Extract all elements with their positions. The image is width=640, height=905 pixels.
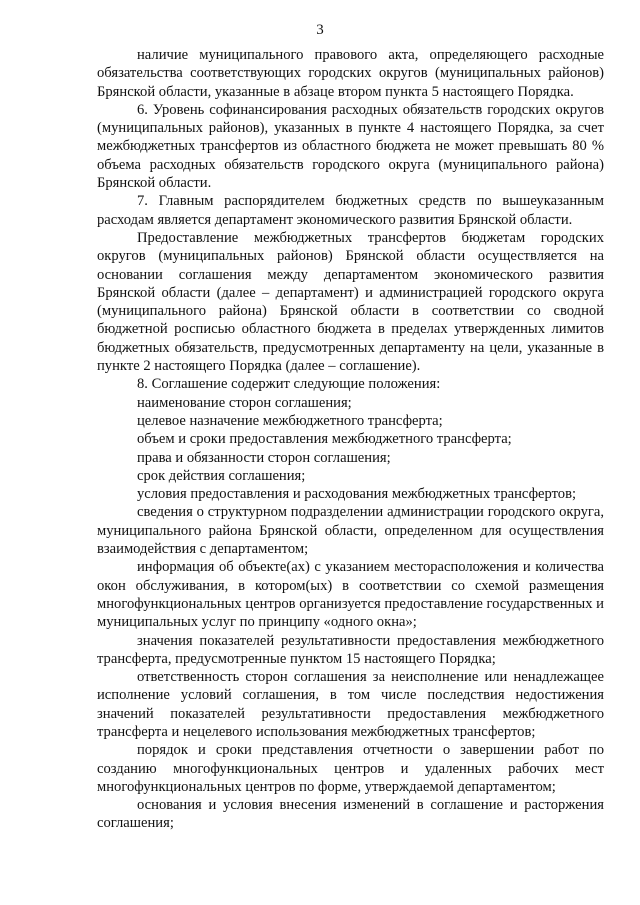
paragraph: целевое назначение межбюджетного трансферта; [137, 412, 443, 429]
paragraph: основания и условия внесения изменений в соглашение и расторжения соглашения; [97, 797, 604, 832]
paragraph: Предоставление межбюджетных трансфертов бюджетам городских округов (муниципальных районов) Брянской области осуществляется на основании соглашения между департаментом экономического развития Брянской области (далее – департамент) и администрацией городского округа (муниципального района) Брянской области в соответствии со сводной бюджетной росписью областного бюджета в пределах утвержденных лимитов бюджетных обязательств, предусмотренных департаменту на цели, указанные в пункте 2 настоящего Порядка (далее – соглашение). [97, 229, 604, 375]
paragraph: наличие муниципального правового акта, определяющего расходные обязательства соответствующих городских округов (муниципальных районов) Брянской области, указанные в абзаце втором пункта 5 настоящего Порядка. [97, 47, 604, 100]
paragraph: сведения о структурном подразделении администрации городского округа, муниципального района Брянской области, определенном для осуществления взаимодействия с департаментом; [97, 504, 604, 558]
paragraph: информация об объекте(ах) с указанием месторасположения и количества окон обслуживания, в котором(ых) в соответствии со схемой размещения многофункциональных центров организуется предоставление государственных и муниципальных услуг по принципу «одного окна»; [97, 559, 604, 631]
paragraph: 8. Соглашение содержит следующие положения: [137, 376, 441, 393]
paragraph: наименование сторон соглашения; [137, 394, 352, 411]
paragraph: права и обязанности сторон соглашения; [137, 449, 391, 466]
paragraph: 6. Уровень софинансирования расходных обязательств городских округов (муниципальных районов), указанных в пункте 4 настоящего Порядка, за счет межбюджетных трансфертов из областного бюджета не может превышать 80 % объема расходных обязательств городского округа (муниципального района) Брянской области. [97, 101, 604, 192]
paragraph: значения показателей результативности предоставления межбюджетного трансферта, предусмотренные пунктом 15 настоящего Порядка; [97, 632, 604, 667]
paragraph: 7. Главным распорядителем бюджетных средств по вышеуказанным расходам является департамент экономического развития Брянской области. [97, 193, 604, 228]
paragraph: объем и сроки предоставления межбюджетного трансферта; [137, 431, 512, 448]
paragraph: ответственность сторон соглашения за неисполнение или ненадлежащее исполнение условий соглашения, в том числе последствия недостижения значений показателей результативности предоставления межбюджетного трансферта и нецелевого использования межбюджетных трансфертов; [97, 669, 604, 740]
paragraph: порядок и сроки представления отчетности о завершении работ по созданию многофункциональных центров и удаленных рабочих мест многофункциональных центров по форме, утверждаемой департаментом; [97, 742, 604, 795]
paragraph: условия предоставления и расходования межбюджетных трансфертов; [137, 486, 577, 503]
page-number: 3 [316, 22, 324, 38]
document-body [97, 46, 604, 833]
paragraph: срок действия соглашения; [137, 467, 306, 484]
